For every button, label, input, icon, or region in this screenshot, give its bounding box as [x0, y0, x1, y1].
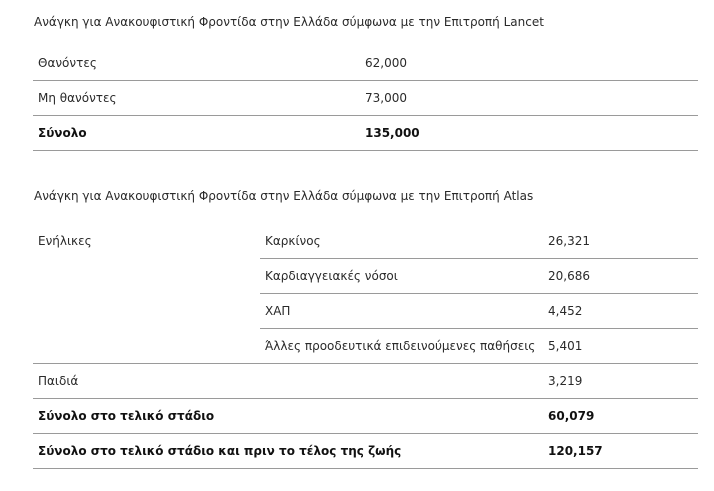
atlas-table — [33, 224, 698, 469]
total-all-label: Σύνολο στο τελικό στάδιο και πριν το τέλος της ζωής — [33, 434, 543, 469]
total-final-value: 60,079 — [543, 399, 698, 434]
lancet-table-caption: Ανάγκη για Ανακουφιστική Φροντίδα στην Ελλάδα σύμφωνα με την Επιτροπή Lancet — [34, 15, 544, 29]
condition-value: 20,686 — [543, 259, 698, 294]
table-row — [33, 81, 698, 116]
total-row — [33, 116, 698, 151]
condition-label: ΧΑΠ — [260, 294, 543, 329]
total-row — [33, 434, 698, 469]
lancet-table — [33, 46, 698, 151]
atlas-table-caption: Ανάγκη για Ανακουφιστική Φροντίδα στην Ελλάδα σύμφωνα με την Επιτροπή Atlas — [34, 189, 534, 203]
table-row — [33, 46, 698, 81]
total-row — [33, 399, 698, 434]
condition-value: 26,321 — [543, 224, 698, 259]
row-value: 62,000 — [360, 46, 698, 81]
children-value: 3,219 — [543, 364, 698, 399]
row-label: Μη θανόντες — [33, 81, 360, 116]
total-all-value: 120,157 — [543, 434, 698, 469]
row-value: 73,000 — [360, 81, 698, 116]
total-final-label: Σύνολο στο τελικό στάδιο — [33, 399, 543, 434]
condition-value: 5,401 — [543, 329, 698, 364]
condition-value: 4,452 — [543, 294, 698, 329]
table-row — [33, 364, 698, 399]
condition-label: Καρκίνος — [260, 224, 543, 259]
table-row — [33, 224, 698, 259]
adults-label: Ενήλικες — [33, 224, 260, 364]
condition-label: Καρδιαγγειακές νόσοι — [260, 259, 543, 294]
total-value: 135,000 — [360, 116, 698, 151]
condition-label: Άλλες προοδευτικά επιδεινούμενες παθήσεις — [260, 329, 543, 364]
row-label: Θανόντες — [33, 46, 360, 81]
children-label: Παιδιά — [33, 364, 543, 399]
total-label: Σύνολο — [33, 116, 360, 151]
